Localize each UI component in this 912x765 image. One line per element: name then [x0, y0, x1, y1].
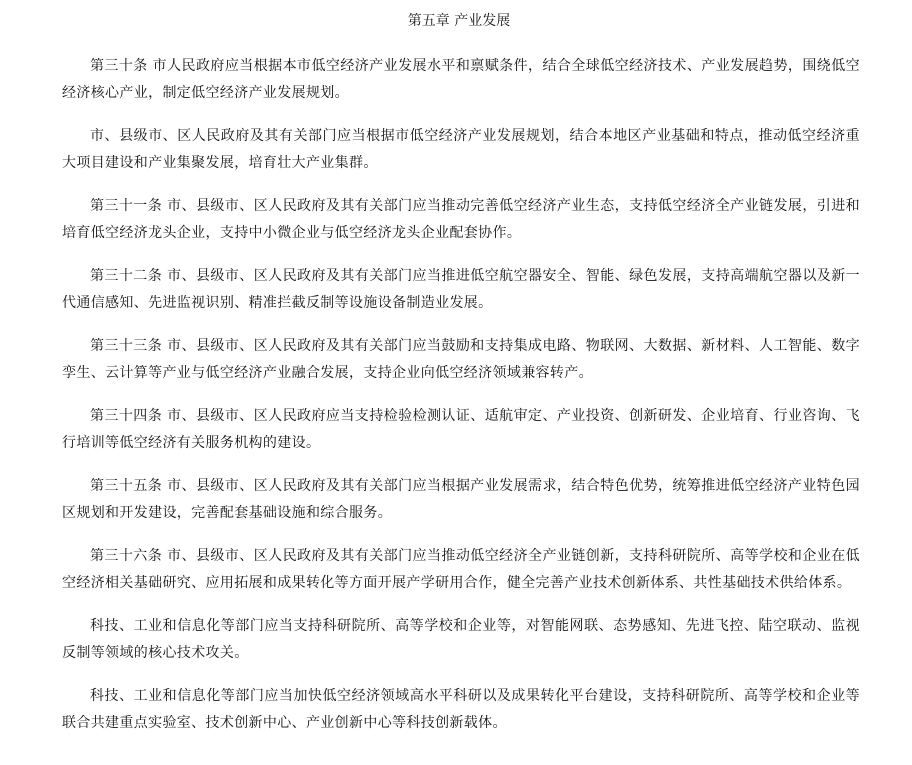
article-30-paragraph: 第三十条 市人民政府应当根据本市低空经济产业发展水平和禀赋条件，结合全球低空经济技术、产业发展趋势，围绕低空经济核心产业，制定低空经济产业发展规划。: [62, 58, 860, 101]
article-31-paragraph: 第三十一条 市、县级市、区人民政府及其有关部门应当推动完善低空经济产业生态，支持低空经济全产业链发展，引进和培育低空经济龙头企业，支持中小微企业与低空经济龙头企业配套协作。: [62, 198, 860, 241]
article-36-sub-paragraph-1: 科技、工业和信息化等部门应当支持科研院所、高等学校和企业等，对智能网联、态势感知、先进飞控、陆空联动、监视反制等领域的核心技术攻关。: [62, 618, 860, 661]
chapter-title: 第五章 产业发展: [407, 13, 511, 29]
article-34-paragraph: 第三十四条 市、县级市、区人民政府应当支持检验检测认证、适航审定、产业投资、创新研发、企业培育、行业咨询、飞行培训等低空经济有关服务机构的建设。: [62, 408, 860, 451]
article-32-paragraph: 第三十二条 市、县级市、区人民政府及其有关部门应当推进低空航空器安全、智能、绿色发展，支持高端航空器以及新一代通信感知、先进监视识别、精准拦截反制等设施设备制造业发展。: [62, 268, 860, 311]
article-36-paragraph: 第三十六条 市、县级市、区人民政府及其有关部门应当推动低空经济全产业链创新，支持科研院所、高等学校和企业在低空经济相关基础研究、应用拓展和成果转化等方面开展产学研用合作，健全完善产业技术创新体系、共性基础技术供给体系。: [62, 548, 860, 591]
article-36-sub-paragraph-2: 科技、工业和信息化等部门应当加快低空经济领域高水平科研以及成果转化平台建设，支持科研院所、高等学校和企业等联合共建重点实验室、技术创新中心、产业创新中心等科技创新载体。: [62, 688, 860, 731]
article-30-sub-paragraph: 市、县级市、区人民政府及其有关部门应当根据市低空经济产业发展规划，结合本地区产业基础和特点，推动低空经济重大项目建设和产业集聚发展，培育壮大产业集群。: [62, 128, 860, 171]
article-33-paragraph: 第三十三条 市、县级市、区人民政府及其有关部门应当鼓励和支持集成电路、物联网、大数据、新材料、人工智能、数字孪生、云计算等产业与低空经济产业融合发展，支持企业向低空经济领域兼容转产。: [62, 338, 860, 381]
article-35-paragraph: 第三十五条 市、县级市、区人民政府及其有关部门应当根据产业发展需求，结合特色优势，统筹推进低空经济产业特色园区规划和开发建设，完善配套基础设施和综合服务。: [62, 478, 860, 521]
document-page: [0, 11, 912, 765]
